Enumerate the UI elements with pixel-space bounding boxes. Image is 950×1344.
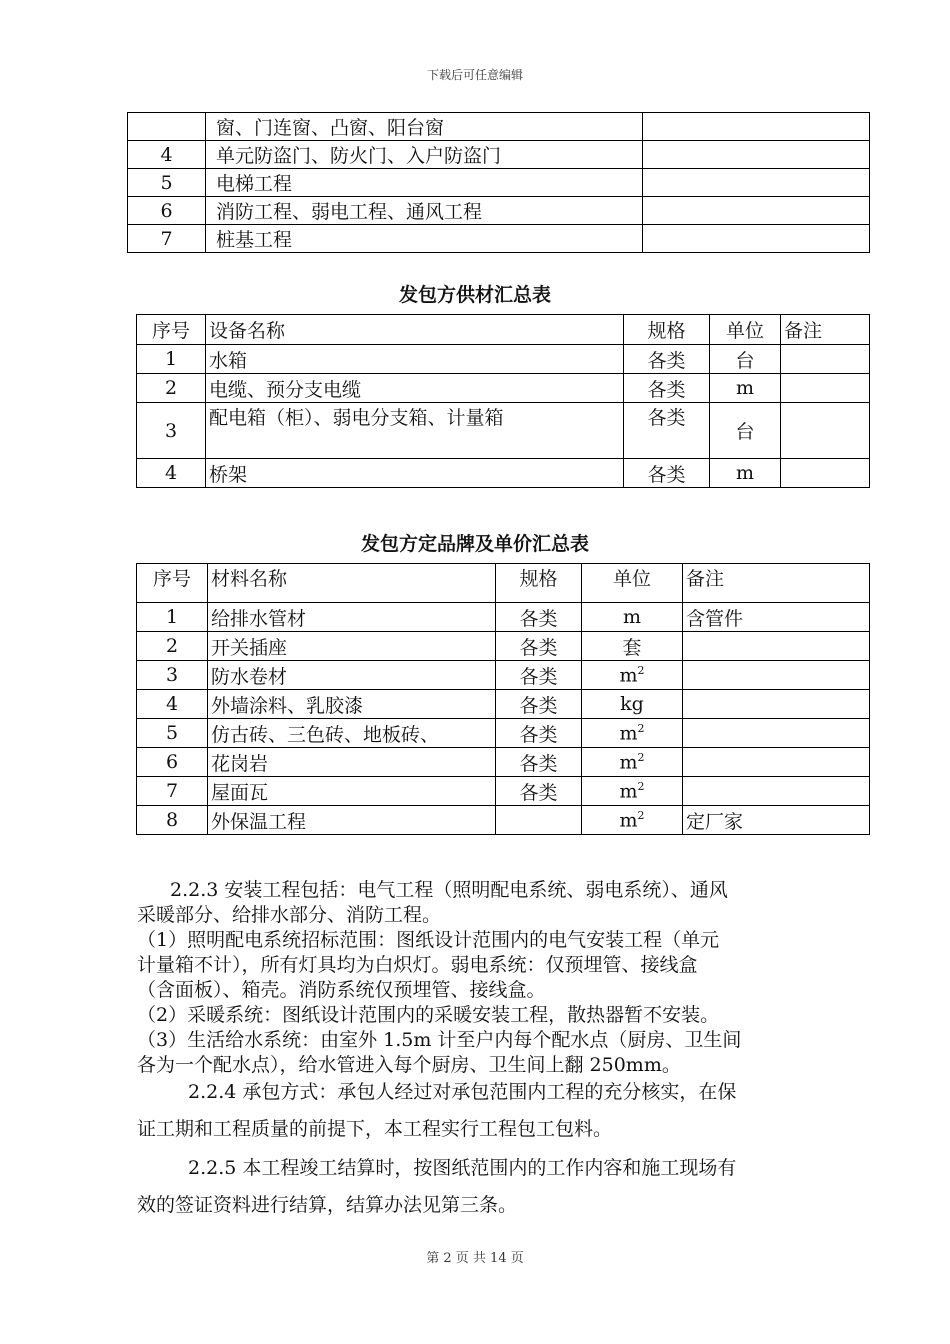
cell-unit: $m^2$ [582, 806, 683, 835]
table-row [137, 806, 870, 835]
cell-index: 7 [137, 777, 208, 806]
cell-unit: 台 [710, 403, 781, 459]
cell-name: 外保温工程 [208, 806, 496, 835]
cell-note: 含管件 [683, 603, 870, 632]
settlement-section [137, 1150, 837, 1224]
cell-index: 4 [128, 141, 206, 169]
cell-index: 5 [137, 719, 208, 748]
cell-unit: 套 [582, 632, 683, 661]
table-row [137, 632, 870, 661]
cell-item: 窗、门连窗、凸窗、阳台窗 [206, 113, 643, 141]
paragraph-item1-line2: 计量箱不计），所有灯具均为白炽灯。弱电系统：仅预埋管、接线盒 [137, 954, 698, 976]
cell-index: 4 [137, 690, 208, 719]
cell-index: 6 [137, 748, 208, 777]
paragraph-item3-line2: 各为一个配水点），给水管进入每个厨房、卫生间上翻 250mm。 [137, 1054, 681, 1076]
cell-item: 单元防盗门、防火门、入户防盗门 [206, 141, 643, 169]
paragraph-225-line2: 效的签证资料进行结算，结算办法见第三条。 [137, 1194, 518, 1216]
page-footer: 第 2 页 共 14 页 [426, 1251, 524, 1266]
table-row [137, 719, 870, 748]
cell-unit: m [710, 459, 781, 488]
table-header-row [137, 564, 870, 603]
cell-note [643, 141, 870, 169]
cell-spec: 各类 [496, 719, 582, 748]
cell-note [643, 197, 870, 225]
cell-note [781, 459, 870, 488]
cell-unit: $m^2$ [582, 719, 683, 748]
cell-spec: 各类 [496, 690, 582, 719]
cell-index: 8 [137, 806, 208, 835]
cell-index: 6 [128, 197, 206, 225]
cell-spec [496, 806, 582, 835]
page-header: 下载后可任意编辑 [426, 68, 523, 82]
cell-item: 桩基工程 [206, 225, 643, 253]
paragraph-item1-line3: （含面板）、箱壳。消防系统仅预埋管、接线盒。 [137, 979, 546, 1001]
header-cell: 规格 [624, 315, 710, 345]
cell-item: 消防工程、弱电工程、通风工程 [206, 197, 643, 225]
table-row [128, 225, 870, 253]
cell-name: 防水卷材 [208, 661, 496, 690]
cell-name: 水箱 [206, 345, 624, 374]
cell-index: 7 [128, 225, 206, 253]
paragraph-225-line1: 2.2.5 本工程竣工结算时，按图纸范围内的工作内容和施工现场有 [188, 1157, 737, 1179]
paragraph-223-line2: 采暖部分、给排水部分、消防工程。 [137, 904, 442, 926]
cell-note: 定厂家 [683, 806, 870, 835]
cell-index: 2 [137, 374, 206, 403]
paragraph-item1-line1: （1）照明配电系统招标范围：图纸设计范围内的电气安装工程（单元 [137, 929, 720, 951]
header-cell: 序号 [137, 315, 206, 345]
table-row [137, 459, 870, 488]
table-row [137, 661, 870, 690]
cell-unit: kg [582, 690, 683, 719]
cell-unit: $m^2$ [582, 661, 683, 690]
table-row [128, 197, 870, 225]
cell-index [128, 113, 206, 141]
cell-index: 2 [137, 632, 208, 661]
header-cell: 单位 [710, 315, 781, 345]
cell-spec: 各类 [496, 748, 582, 777]
table-continued [127, 112, 870, 253]
header-cell: 规格 [496, 564, 582, 603]
table-row [128, 113, 870, 141]
table-row [137, 374, 870, 403]
cell-note [781, 345, 870, 374]
cell-unit: $m^2$ [582, 777, 683, 806]
paragraph-223-line1: 2.2.3 安装工程包括：电气工程（照明配电系统、弱电系统）、通风 [170, 879, 728, 901]
cell-index: 1 [137, 345, 206, 374]
cell-note [781, 374, 870, 403]
cell-note [781, 403, 870, 459]
table-row [137, 777, 870, 806]
cell-spec: 各类 [496, 661, 582, 690]
header-cell: 单位 [582, 564, 683, 603]
cell-unit: 台 [710, 345, 781, 374]
cell-name: 电缆、预分支电缆 [206, 374, 624, 403]
cell-unit: $m^2$ [582, 748, 683, 777]
paragraph-item2: （2）采暖系统：图纸设计范围内的采暖安装工程，散热器暂不安装。 [137, 1004, 720, 1026]
cell-index: 5 [128, 169, 206, 197]
header-cell: 备注 [683, 564, 870, 603]
cell-unit: m [710, 374, 781, 403]
table-brand-price [136, 563, 870, 835]
header-cell: 材料名称 [208, 564, 496, 603]
cell-note [643, 225, 870, 253]
cell-spec: 各类 [496, 777, 582, 806]
install-scope-section [137, 878, 837, 1078]
header-cell: 序号 [137, 564, 208, 603]
cell-note [643, 113, 870, 141]
cell-name: 屋面瓦 [208, 777, 496, 806]
header-cell: 备注 [781, 315, 870, 345]
cell-index: 4 [137, 459, 206, 488]
table-row [137, 345, 870, 374]
cell-name: 外墙涂料、乳胶漆 [208, 690, 496, 719]
cell-unit: m [582, 603, 683, 632]
table-supply-materials [136, 314, 870, 488]
table-row [137, 690, 870, 719]
cell-note [683, 690, 870, 719]
table-row [137, 748, 870, 777]
cell-name: 桥架 [206, 459, 624, 488]
cell-spec: 各类 [496, 632, 582, 661]
paragraph-224-line2: 证工期和工程质量的前提下，本工程实行工程包工包料。 [137, 1118, 613, 1140]
cell-name: 仿古砖、三色砖、地板砖、 [208, 719, 496, 748]
cell-item: 电梯工程 [206, 169, 643, 197]
cell-spec: 各类 [624, 345, 710, 374]
header-cell: 设备名称 [206, 315, 624, 345]
table2-title: 发包方供材汇总表 [398, 284, 551, 306]
cell-note [683, 748, 870, 777]
table3-title: 发包方定品牌及单价汇总表 [360, 533, 589, 555]
table-row [128, 169, 870, 197]
cell-spec: 各类 [624, 403, 710, 459]
cell-index: 1 [137, 603, 208, 632]
cell-spec: 各类 [496, 603, 582, 632]
cell-name: 开关插座 [208, 632, 496, 661]
cell-name: 花岗岩 [208, 748, 496, 777]
cell-note [683, 632, 870, 661]
cell-spec: 各类 [624, 374, 710, 403]
cell-note [643, 169, 870, 197]
cell-spec: 各类 [624, 459, 710, 488]
paragraph-224-line1: 2.2.4 承包方式：承包人经过对承包范围内工程的充分核实，在保 [188, 1081, 737, 1103]
cell-note [683, 661, 870, 690]
paragraph-item3-line1: （3）生活给水系统：由室外 1.5m 计至户内每个配水点（厨房、卫生间 [137, 1029, 742, 1051]
table-header-row [137, 315, 870, 345]
cell-note [683, 719, 870, 748]
cell-index: 3 [137, 403, 206, 459]
cell-name: 给排水管材 [208, 603, 496, 632]
table-row [137, 403, 870, 459]
contract-method-section [137, 1074, 837, 1148]
cell-index: 3 [137, 661, 208, 690]
cell-note [683, 777, 870, 806]
table-row [137, 603, 870, 632]
cell-name: 配电箱（柜）、弱电分支箱、计量箱 [206, 403, 624, 459]
table-row [128, 141, 870, 169]
